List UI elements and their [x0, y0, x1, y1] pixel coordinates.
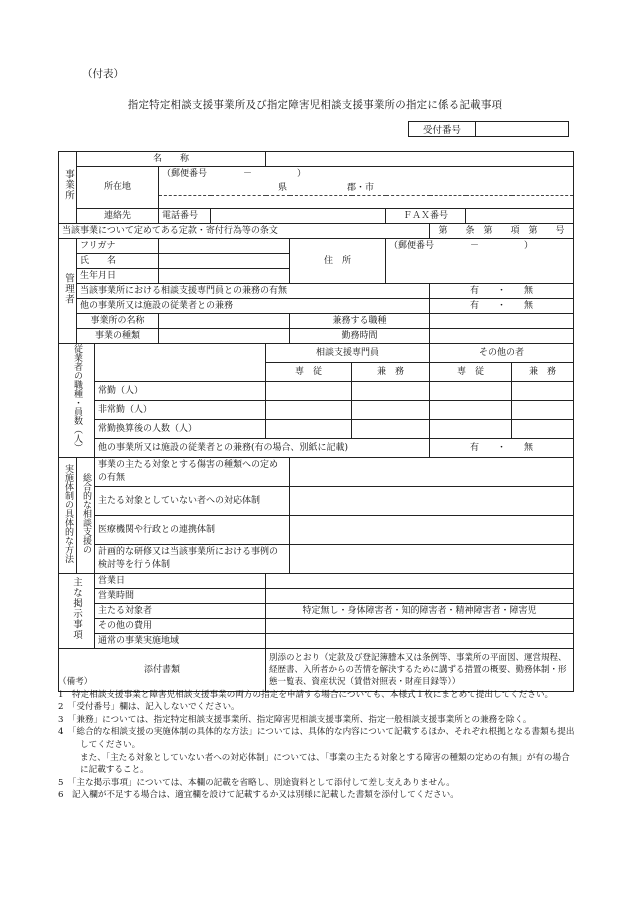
manager-other-office-type-field[interactable] — [159, 329, 290, 344]
office-fax-field[interactable] — [466, 209, 574, 224]
staff-other-concurrent-label: 他の事業所又は施設の従業者との兼務(有の場合、別紙に記載) — [95, 439, 430, 458]
manager-other-office-type-label: 事業の種類 — [77, 329, 159, 344]
method-section-outer-label: 実施体制の具体的な方法 — [59, 458, 77, 574]
office-postal-code[interactable]: （郵便番号 － ） — [159, 167, 574, 182]
notice-days-field[interactable] — [266, 574, 574, 589]
notice-fees-field[interactable] — [266, 619, 574, 634]
staff-fte-spec-conc[interactable] — [352, 420, 430, 439]
staff-part-other-conc[interactable] — [512, 401, 574, 420]
remark-2: 2 「受付番号」欄は、記入しないでください。 — [58, 702, 240, 713]
staff-section-label: 従業者の職種・員数（人） — [59, 344, 95, 458]
method-non-target-field[interactable] — [290, 487, 574, 516]
manager-specialist-concurrent-label: 当該事業所における相談支援専門員との兼務の有無 — [77, 284, 430, 299]
manager-other-office-name-field[interactable] — [159, 314, 290, 329]
remarks-section — [58, 676, 578, 802]
application-form-table — [58, 151, 574, 692]
remark-4: 4 「総合的な相談支援の実施体制の具体的な方法」については、具体的な内容について記載するほか、それぞれ根拠となる書類も提出してください。 — [58, 727, 575, 750]
method-training-label: 計画的な研修又は当該事業所における事例の検討等を行う体制 — [95, 545, 290, 574]
manager-address-label: 住 所 — [290, 239, 386, 284]
articles-reference-label: 当該事業について定めてある定款・寄付行為等の条文 — [59, 224, 430, 239]
office-address-detail[interactable] — [159, 196, 574, 209]
notice-area-field[interactable] — [266, 634, 574, 649]
staff-specialist-header: 相談支援専門員 — [266, 344, 430, 363]
remark-5: 5 「主な掲示事項」については、本欄の記載を省略し、別途資料として添付して差し支えありません。 — [58, 777, 455, 788]
staff-other-concurrent-choice[interactable]: 有 ・ 無 — [430, 439, 574, 458]
office-phone-field[interactable] — [211, 209, 386, 224]
notice-hours-field[interactable] — [266, 589, 574, 604]
staff-parttime-label: 非常勤（人） — [95, 401, 266, 420]
notice-target-choice[interactable]: 特定無し・身体障害者・知的障害者・精神障害者・障害児 — [266, 604, 574, 619]
receipt-number-label: 受付番号 — [409, 122, 476, 137]
manager-postal-code[interactable]: （郵便番号 － ） — [386, 239, 574, 254]
staff-regular-label: 常勤（人） — [95, 382, 266, 401]
staff-regular-other-full[interactable] — [430, 382, 512, 401]
notice-hours-label: 営業時間 — [95, 589, 266, 604]
office-phone-label: 電話番号 — [159, 209, 211, 224]
office-prefecture-city[interactable]: 県 郡・市 — [159, 181, 574, 196]
staff-regular-spec-conc[interactable] — [352, 382, 430, 401]
remark-3: 3 「兼務」については、指定特定相談支援事業所、指定障害児相談支援事業所、指定一般相談支援事業所との兼務を除く。 — [58, 714, 532, 725]
staff-fte-spec-full[interactable] — [266, 420, 352, 439]
office-name-label: 名 称 — [77, 152, 266, 167]
method-disability-type-label: 事業の主たる対象とする傷害の種類への定めの有無 — [95, 458, 290, 487]
manager-working-hours-label: 勤務時間 — [290, 329, 430, 344]
notice-days-label: 営業日 — [95, 574, 266, 589]
attachments-description: 別添のとおり（定款及び登記簿謄本又は条例等、事業所の平面図、運営規程、経歴書、入所者からの苦情を解決するために講ずる措置の概要、勤務体制・形態一覧表、資産状況（賃借対照表・財産目録等）） — [266, 649, 574, 692]
method-section-inner-label: 総合的な相談支援の — [77, 458, 95, 574]
remark-4-continued: また、「主たる対象としていない者への対応体制」については、「事業の主たる対象とする障害の種類の定めの有無」が有の場合に記載すること。 — [80, 752, 570, 776]
staff-part-spec-conc[interactable] — [352, 401, 430, 420]
method-medical-coop-label: 医療機関や行政との連携体制 — [95, 516, 290, 545]
manager-concurrent-job-label: 兼務する職種 — [290, 314, 430, 329]
remark-1: 1 特定相談支援事業と障害児相談支援事業の両方の指定を申請する場合についても、本様式１枚にまとめて提出してください。 — [58, 689, 554, 700]
attachments-label: 添付書類 — [59, 649, 266, 692]
method-non-target-label: 主たる対象としていない者への対応体制 — [95, 487, 290, 516]
manager-concurrent-job-field[interactable] — [430, 314, 574, 329]
office-contact-label: 連絡先 — [77, 209, 159, 224]
manager-furigana-label: フリガナ — [77, 239, 159, 254]
manager-other-concurrent-choice[interactable]: 有 ・ 無 — [430, 299, 574, 314]
receipt-number-box — [408, 121, 569, 137]
staff-other-fulltime-header: 専 従 — [430, 363, 512, 382]
notice-section-label: 主な掲示事項 — [59, 574, 95, 649]
notice-fees-label: その他の費用 — [95, 619, 266, 634]
manager-working-hours-field[interactable] — [430, 329, 574, 344]
manager-specialist-concurrent-choice[interactable]: 有 ・ 無 — [430, 284, 574, 299]
manager-address-field[interactable] — [386, 254, 574, 284]
articles-reference-field[interactable]: 第 条 第 項 第 号 — [430, 224, 574, 239]
remark-6: 6 記入欄が不足する場合は、適宜欄を設けて記載するか又は別様に記載した書類を添付してください。 — [58, 790, 459, 801]
receipt-number-field[interactable] — [476, 122, 569, 137]
notice-target-label: 主たる対象者 — [95, 604, 266, 619]
manager-furigana-field[interactable] — [159, 239, 290, 254]
staff-fte-label: 常勤換算後の人数（人） — [95, 420, 266, 439]
method-medical-coop-field[interactable] — [290, 516, 574, 545]
method-training-field[interactable] — [290, 545, 574, 574]
manager-name-label: 氏 名 — [77, 254, 159, 269]
appendix-label: （付表） — [82, 68, 124, 80]
manager-other-concurrent-label: 他の事業所又は施設の従業者との兼務 — [77, 299, 430, 314]
staff-fte-other-conc[interactable] — [512, 420, 574, 439]
office-fax-label: ＦＡＸ番号 — [386, 209, 466, 224]
manager-section-label: 管理者 — [59, 239, 77, 344]
manager-birthdate-field[interactable] — [159, 269, 290, 284]
office-section-label: 事業所 — [59, 152, 77, 224]
staff-part-other-full[interactable] — [430, 401, 512, 420]
method-disability-type-field[interactable] — [290, 458, 574, 487]
manager-other-office-name-label: 事業所の名称 — [77, 314, 159, 329]
staff-part-spec-full[interactable] — [266, 401, 352, 420]
staff-other-header: その他の者 — [430, 344, 574, 363]
office-name-field[interactable] — [266, 152, 574, 167]
staff-other-concurrent-header: 兼 務 — [512, 363, 574, 382]
staff-regular-other-conc[interactable] — [512, 382, 574, 401]
page-title: 指定特定相談支援事業所及び指定障害児相談支援事業所の指定に係る記載事項 — [127, 99, 503, 111]
staff-specialist-concurrent-header: 兼 務 — [352, 363, 430, 382]
office-address-label: 所在地 — [77, 167, 159, 209]
staff-fte-other-full[interactable] — [430, 420, 512, 439]
remarks-heading: （備考） — [58, 677, 93, 687]
staff-regular-spec-full[interactable] — [266, 382, 352, 401]
notice-area-label: 通常の事業実施地域 — [95, 634, 266, 649]
staff-specialist-fulltime-header: 専 従 — [266, 363, 352, 382]
staff-header-blank — [95, 344, 266, 382]
manager-name-field[interactable] — [159, 254, 290, 269]
manager-birthdate-label: 生年月日 — [77, 269, 159, 284]
